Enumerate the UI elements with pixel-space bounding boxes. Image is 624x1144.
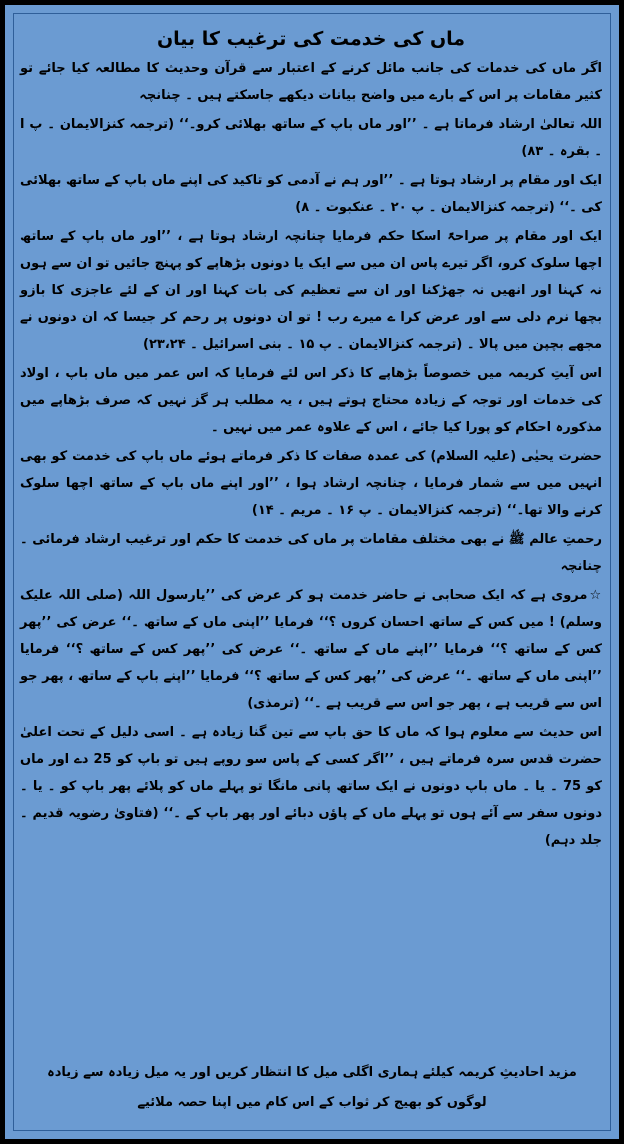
paragraph-verse-baqarah: اللہ تعالیٰ ارشاد فرماتا ہے ۔ ’’اور ماں باپ کے ساتھ بھلائی کرو۔‘‘ (ترجمہ کنزالایمان ۔ پ ا ۔ بقرہ ۔ ۸۳)	[20, 117, 602, 159]
footer-message: مزید احادیثِ کریمہ کیلئے ہماری اگلی میل کا انتظار کریں اور یہ میل زیادہ سے زیادہ لوگوں کو بھیج کر ثواب کے اس کام میں اپنا حصہ ملائیے	[47, 1065, 577, 1110]
document-body	[14, 14, 610, 1130]
paragraph-verse-bani-israil: ایک اور مقام پر صراحۃً اسکا حکم فرمایا چنانچہ ارشاد ہوتا ہے ، ’’اور ماں باپ کے ساتھ اچھا سلوک کرو، اگر تیرے پاس ان میں سے ایک یا دونوں بڑھاپے کو پہنچ جائیں تو ان سے ہوں نہ کہنا اور انھیں نہ جھڑکنا اور ان سے تعظیم کی بات کہنا اور ان کے لئے عاجزی کا بازو بچھا نرم دلی سے اور عرض کرا ے میرے رب ! تو ان دونوں پر رحم کر جیسا کہ ان دونوں نے مجھے بچپن میں پالا ۔ (ترجمہ کنزالایمان ۔ پ ۱۵ ۔ بنی اسرائیل ۔ ۲۳،۲۴)	[20, 229, 602, 352]
paragraph-explanation: اس آیتِ کریمہ میں خصوصاً بڑھاپے کا ذکر اس لئے فرمایا کہ اس عمر میں ماں باپ ، اولاد کی خدمات اور توجہ کے زیادہ محتاج ہوتے ہیں ، یہ مطلب ہر گز نہیں کہ صرف بڑھاپے میں مذکورہ احکام کو پورا کیا جائے ، اس کے علاوہ عمر میں نہیں ۔	[20, 366, 602, 435]
paragraph-yahya: حضرت یحیٰی (علیہ السلام) کی عمدہ صفات کا ذکر فرماتے ہوئے ماں باپ کی خدمت کو بھی انہیں میں سے شمار فرمایا ، چنانچہ ارشاد ہوا ، ’’اور اپنے ماں باپ کے ساتھ اچھا سلوک کرنے والا تھا۔‘‘ (ترجمہ کنزالایمان ۔ پ ۱۶ ۔ مریم ۔ ۱۴)	[20, 449, 602, 518]
paragraph-verse-ankabut: ایک اور مقام پر ارشاد ہوتا ہے ۔ ’’اور ہم نے آدمی کو تاکید کی اپنے ماں باپ کے ساتھ بھلائی کی ۔‘‘ (ترجمہ کنزالایمان ۔ پ ۲۰ ۔ عنکبوت ۔ ۸)	[20, 173, 602, 215]
document-inner-border	[13, 13, 611, 1131]
paragraph-hadith	[20, 582, 602, 717]
paragraph-conclusion: اس حدیث سے معلوم ہوا کہ ماں کا حق باپ سے تین گنا زیادہ ہے ۔ اسی دلیل کے تحت اعلیٰ حضرت قدس سرہ فرماتے ہیں ، ’’اگر کسی کے پاس سو روپے ہیں تو باپ کو 25 دے اور ماں کو 75 ۔ یا ۔ ماں باپ دونوں نے ایک ساتھ پانی مانگا تو پہلے ماں کو پلائے پھر باپ کو ۔ یا ۔ دونوں سفر سے آئے ہوں تو پہلے ماں کے پاؤں دبائے اور پھر باپ کے ۔‘‘ (فتاویٰ رضویہ قدیم ۔ جلد دہم)	[20, 725, 602, 848]
hadith-text: مروی ہے کہ ایک صحابی نے حاضر خدمت ہو کر عرض کی ’’یارسول اللہ (صلی اللہ علیک وسلم) ! میں کس کے ساتھ احسان کروں ؟‘‘ فرمایا ’’اپنی ماں کے ساتھ ۔‘‘ عرض کی ’’پھر کس کے ساتھ ؟‘‘ فرمایا ’’اپنے ماں کے ساتھ ۔‘‘ عرض کی ’’پھر کس کے ساتھ ؟‘‘ فرمایا ’’اپنی ماں کے ساتھ ۔‘‘ عرض کی ’’پھر کس کے ساتھ ؟‘‘ فرمایا ’’اپنے باپ کے ساتھ ، پھر جو اس سے قریب ہے ، پھر جو اس سے قریب ہے ۔‘‘ (ترمذی)	[20, 588, 602, 711]
star-icon: ☆	[589, 588, 603, 603]
paragraph-rahmat-alam: رحمتِ عالم ﷺ نے بھی مختلف مقامات پر ماں کی خدمت کا حکم اور ترغیب ارشاد فرمائی ۔ چنانچہ	[20, 532, 602, 574]
document-frame	[5, 5, 619, 1139]
paragraph-intro: اگر ماں کی خدمات کی جانب مائل کرنے کے اعتبار سے قرآن وحدیث کا مطالعہ کیا جائے تو کثیر مقامات پر اس کے بارے میں واضح بیانات دیکھے جاسکتے ہیں ۔ چنانچہ	[20, 61, 602, 103]
page-title: ماں کی خدمت کی ترغیب کا بیان	[156, 28, 466, 50]
